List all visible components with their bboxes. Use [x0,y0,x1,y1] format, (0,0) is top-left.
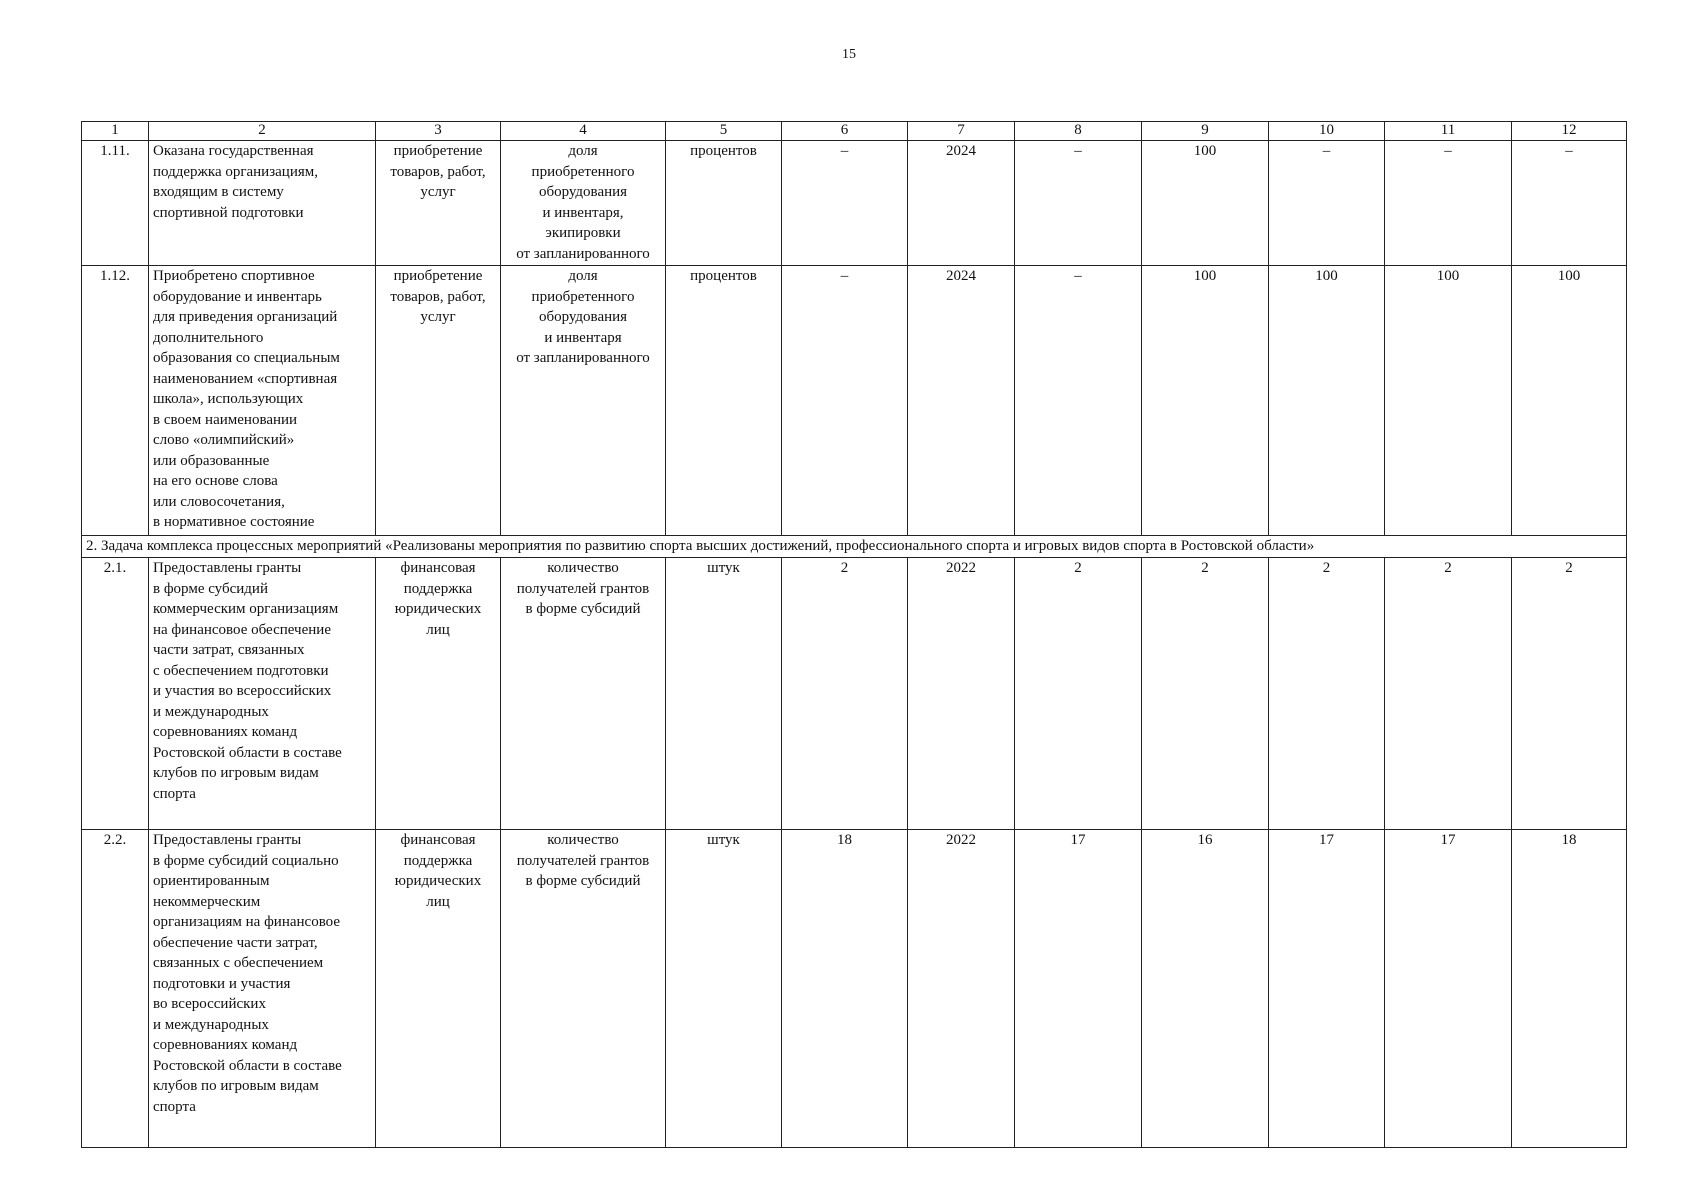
header-cell: 6 [782,122,908,141]
value-v10: 100 [1269,266,1385,536]
result-type [376,141,501,266]
result-name-line: Ростовской области в составе [153,1057,342,1074]
header-cell: 12 [1512,122,1627,141]
value-v9: 100 [1142,141,1269,266]
result-name [149,558,376,830]
result-type-line: лиц [426,893,450,910]
indicator-name [501,141,666,266]
result-name-line: Ростовской области в составе [153,744,342,761]
value-v7: 2022 [908,830,1015,1148]
value-v12: – [1512,141,1627,266]
result-type-line: приобретение [393,143,483,159]
value-v6: 2 [782,558,908,830]
row-number: 2.1. [82,558,149,830]
result-name-line: клубов по игровым видам [153,1078,319,1094]
result-type [376,830,501,1148]
header-cell: 8 [1015,122,1142,141]
result-name-line: некоммерческим [153,893,261,910]
indicator-name-line: в форме субсидий [525,601,641,617]
result-name-line: соревнованиях команд [153,724,298,740]
row-number: 2.2. [82,830,149,1148]
header-cell: 5 [666,122,782,141]
value-v8: 17 [1015,830,1142,1148]
result-name-line: организациям на финансовое [153,914,341,930]
result-name-line: слово «олимпийский» [153,432,295,448]
header-cell: 4 [501,122,666,141]
result-name-line: и международных [153,703,269,720]
result-name-line: оборудование и инвентарь [153,288,322,305]
result-name-line: в форме субсидий [153,580,268,597]
result-type-line: товаров, работ, [390,288,486,305]
result-name-line: обеспечение части затрат, [153,934,318,951]
result-name-line: и международных [153,1016,269,1033]
page-number: 15 [842,47,856,62]
header-cell: 7 [908,122,1015,141]
result-name-line: или словосочетания, [153,493,285,510]
table-row [82,830,1627,1148]
value-v6: 18 [782,830,908,1148]
result-name-line: поддержка организациям, [153,163,318,180]
value-v10: 17 [1269,830,1385,1148]
indicator-name-line: количество [547,832,619,848]
result-name-line: части затрат, связанных [153,642,305,658]
result-type-line: услуг [420,309,456,325]
result-name-line: Приобретено спортивное [153,268,315,284]
value-v11: 100 [1385,266,1512,536]
section-title: 2. Задача комплекса процессных мероприятий «Реализованы мероприятия по развитию спорта высших достижений, профессионального спорта и игровых видов спорта в Ростовской области» [82,536,1627,558]
result-type-line: юридических [394,873,482,889]
value-v7: 2022 [908,558,1015,830]
value-v11: 17 [1385,830,1512,1148]
value-v8: – [1015,141,1142,266]
value-v10: 2 [1269,558,1385,830]
result-type-line: услуг [420,184,456,200]
result-name-line: Предоставлены гранты [153,560,302,576]
row-number: 1.12. [82,266,149,536]
indicator-name [501,830,666,1148]
result-name-line: спорта [153,785,196,802]
unit-cell: штук [666,830,782,1148]
result-name-line: образования со специальным [153,350,340,366]
value-v9: 2 [1142,558,1269,830]
header-cell: 1 [82,122,149,141]
table-row [82,141,1627,266]
result-name [149,830,376,1148]
result-name-line: во всероссийских [153,996,266,1012]
result-name [149,266,376,536]
value-v6: – [782,266,908,536]
value-v11: – [1385,141,1512,266]
section-row [82,536,1627,558]
indicator-name-line: количество [547,560,619,576]
result-name-line: клубов по игровым видам [153,765,319,781]
value-v12: 18 [1512,830,1627,1148]
indicator-name-line: получателей грантов [516,580,650,597]
header-cell: 3 [376,122,501,141]
header-cell: 11 [1385,122,1512,141]
indicator-name-line: оборудования [538,309,628,325]
unit-cell: штук [666,558,782,830]
value-v9: 16 [1142,830,1269,1148]
indicator-name-line: и инвентаря, [542,204,624,221]
indicator-name-line: в форме субсидий [525,873,641,889]
unit-cell: процентов [666,141,782,266]
result-name-line: входящим в систему [153,184,284,200]
result-name-line: подготовки и участия [153,975,291,992]
indicator-name-line: доля [568,268,598,284]
result-name-line: коммерческим организациям [153,601,339,617]
result-name-line: для приведения организаций [153,309,338,325]
value-v10: – [1269,141,1385,266]
result-name-line: с обеспечением подготовки [153,662,329,679]
result-name-line: и участия во всероссийских [153,683,332,699]
result-name-line: связанных с обеспечением [153,955,324,971]
result-name-line: Оказана государственная [153,143,314,159]
value-v12: 100 [1512,266,1627,536]
result-name-line: школа», использующих [153,391,304,407]
result-name-line: в своем наименовании [153,411,298,428]
indicator-name [501,558,666,830]
result-type-line: лиц [426,621,450,638]
result-type-line: товаров, работ, [390,163,486,180]
header-cell: 9 [1142,122,1269,141]
indicator-name-line: и инвентаря [544,329,622,346]
result-type-line: финансовая [400,832,476,848]
result-name-line: на финансовое обеспечение [153,621,331,638]
result-name-line: на его основе слова [153,473,278,489]
result-name-line: или образованные [153,452,270,469]
indicator-name-line: экипировки [545,225,621,241]
result-name-line: наименованием «спортивная [153,370,338,387]
indicators-table [81,121,1627,1148]
result-name-line: Предоставлены гранты [153,832,302,848]
table-row [82,266,1627,536]
value-v8: 2 [1015,558,1142,830]
unit-cell: процентов [666,266,782,536]
result-type-line: поддержка [403,852,473,869]
value-v12: 2 [1512,558,1627,830]
row-number: 1.11. [82,141,149,266]
result-type-line: юридических [394,601,482,617]
result-name-line: ориентированным [153,873,270,889]
header-cell: 2 [149,122,376,141]
result-name-line: в нормативное состояние [153,514,315,530]
indicator-name-line: от запланированного [516,245,650,262]
result-type-line: поддержка [403,580,473,597]
result-name-line: спорта [153,1098,196,1115]
indicator-name-line: получателей грантов [516,852,650,869]
value-v7: 2024 [908,266,1015,536]
value-v6: – [782,141,908,266]
result-name-line: спортивной подготовки [153,204,304,221]
indicator-name-line: оборудования [538,184,628,200]
indicator-name-line: доля [568,143,598,159]
indicator-name-line: приобретенного [531,163,635,180]
indicator-name [501,266,666,536]
header-row [82,122,1627,141]
value-v7: 2024 [908,141,1015,266]
value-v8: – [1015,266,1142,536]
result-type [376,266,501,536]
result-name-line: дополнительного [153,329,264,346]
value-v11: 2 [1385,558,1512,830]
indicator-name-line: приобретенного [531,288,635,305]
value-v9: 100 [1142,266,1269,536]
result-type-line: приобретение [393,268,483,284]
header-cell: 10 [1269,122,1385,141]
result-type [376,558,501,830]
table-row [82,558,1627,830]
result-name-line: в форме субсидий социально [153,852,339,869]
indicator-name-line: от запланированного [516,350,650,366]
result-name-line: соревнованиях команд [153,1037,298,1053]
result-type-line: финансовая [400,560,476,576]
result-name [149,141,376,266]
